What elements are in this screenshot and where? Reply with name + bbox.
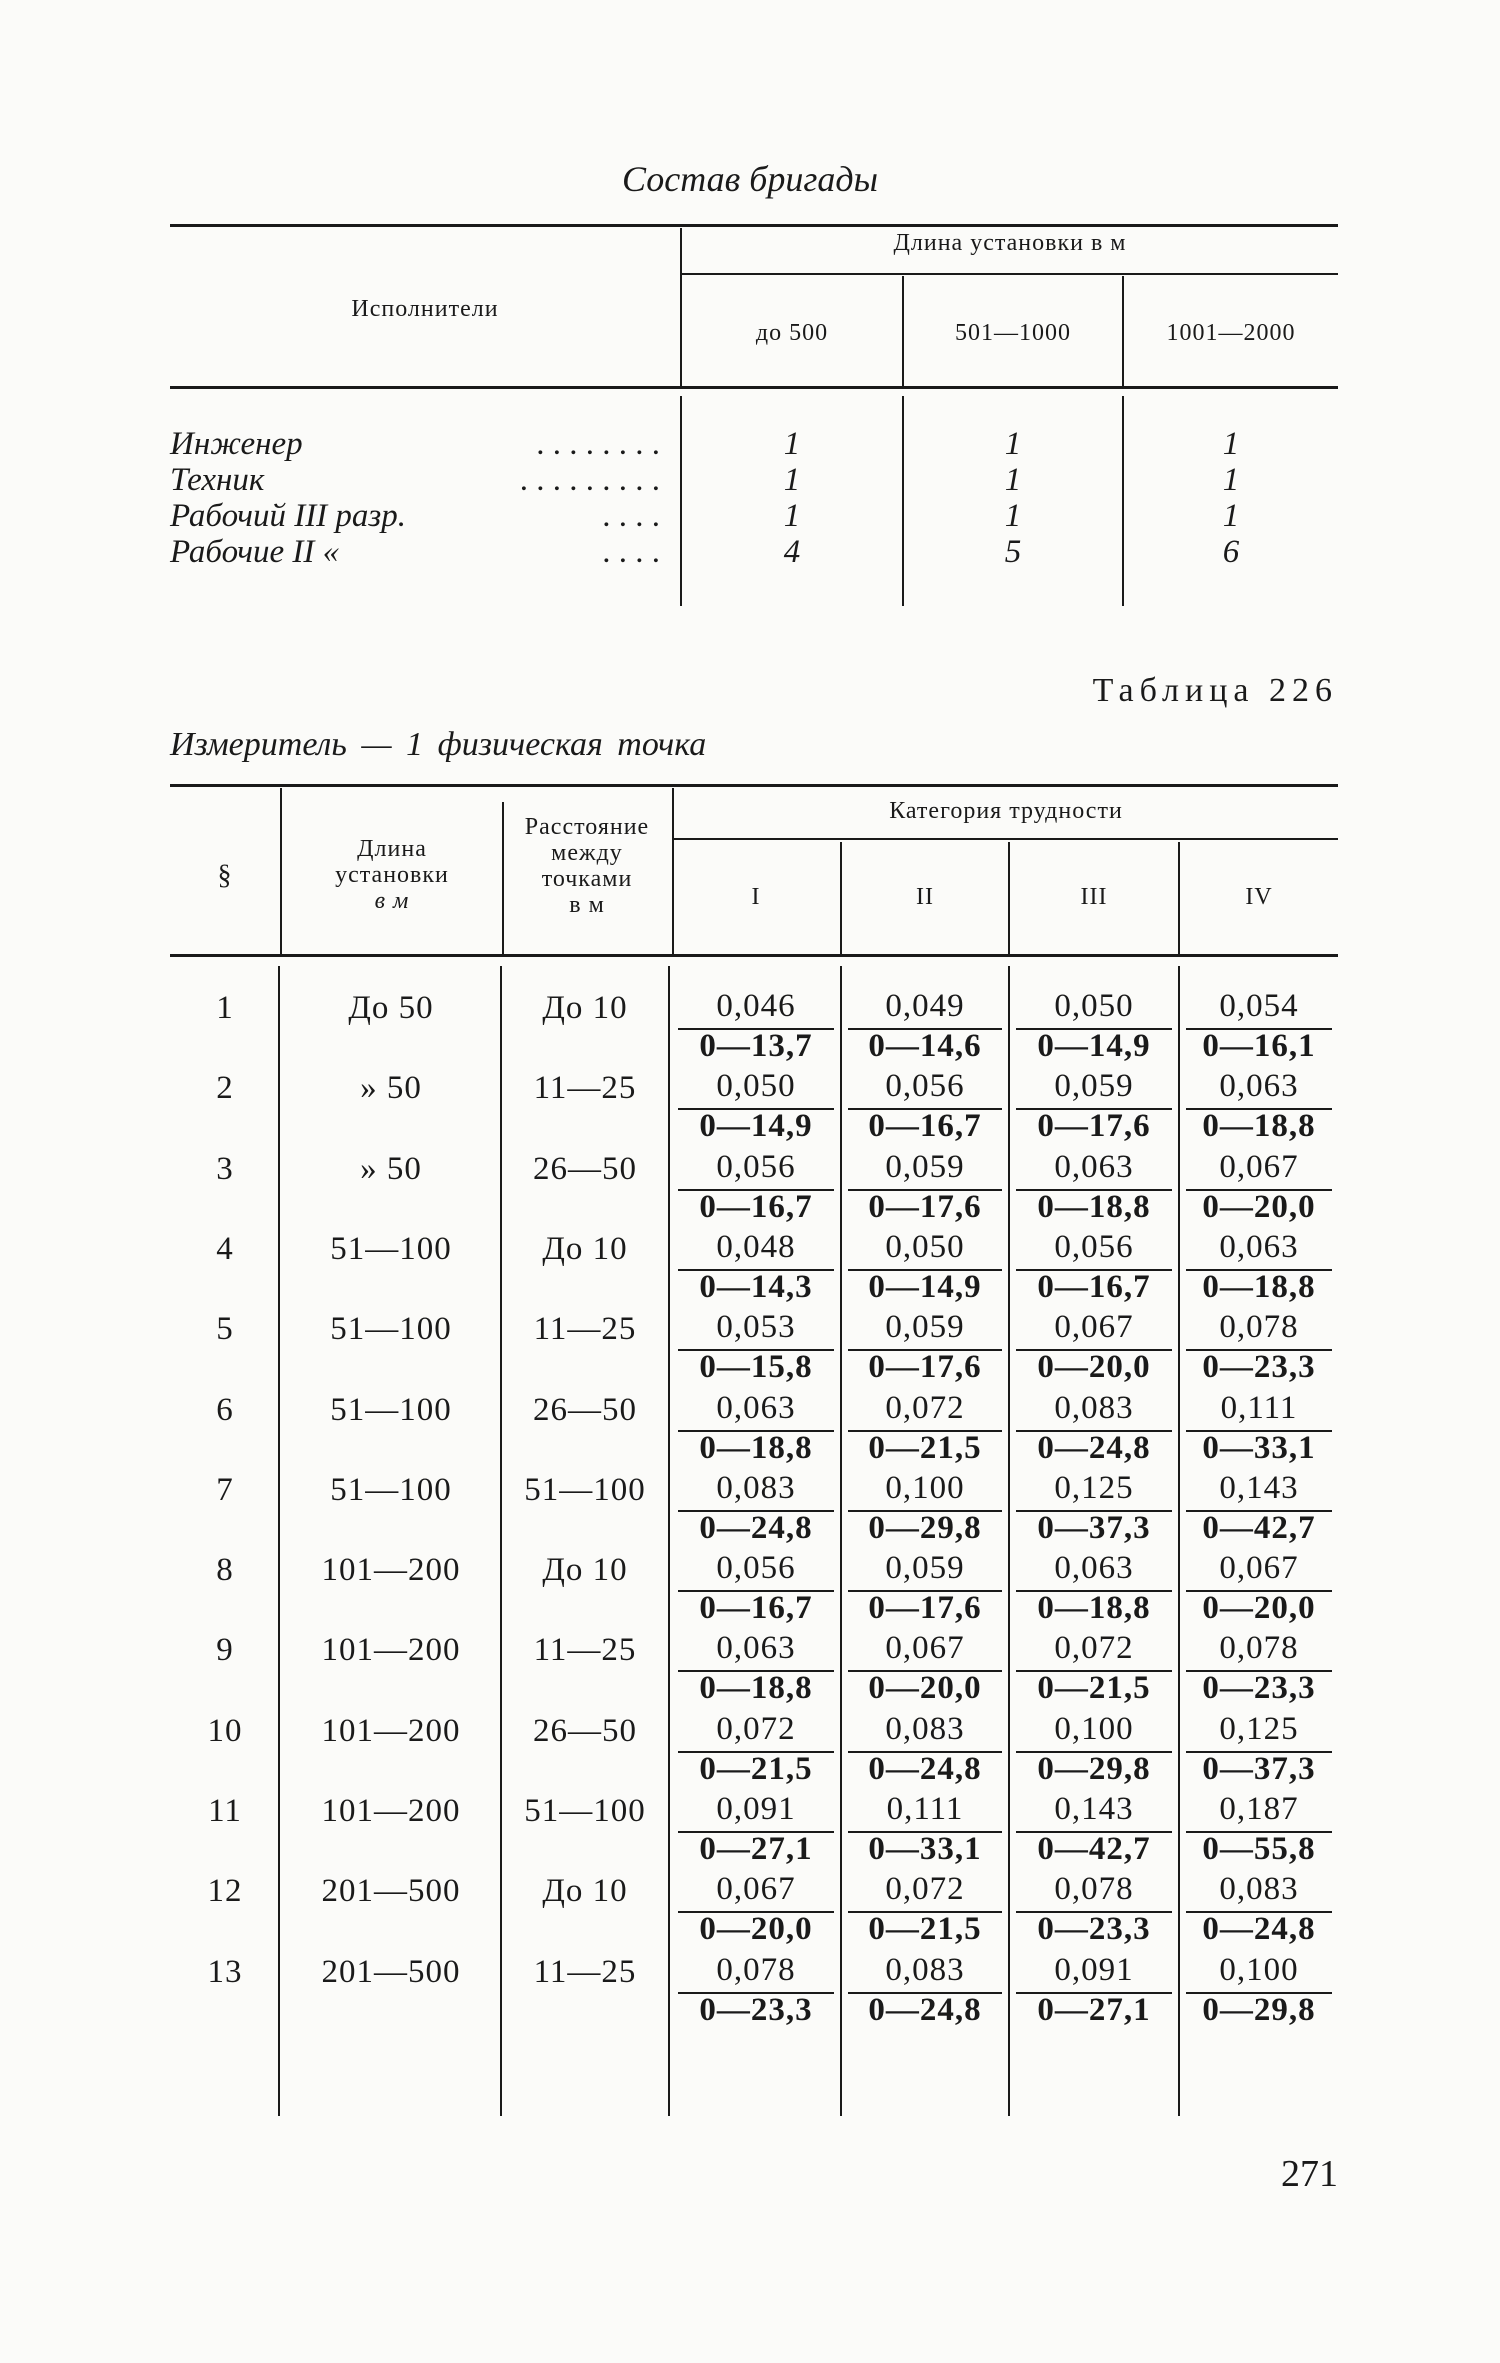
crew-top-rule <box>170 224 1338 227</box>
crew-header-performers: Исполнители <box>351 296 499 322</box>
t226-cell-time: 0—24,8 <box>868 1991 982 2028</box>
t226-cell-time: 0—14,6 <box>868 1028 982 1064</box>
crew-cell: 1 <box>1222 426 1240 462</box>
t226-cell-value: 0,067 <box>716 1871 796 1908</box>
t226-cell-value: 0,050 <box>885 1228 965 1265</box>
t226-cell-value: 0,046 <box>716 988 796 1024</box>
t226-cell-value: 0,059 <box>1054 1068 1134 1105</box>
t226-cell-time: 0—33,1 <box>1202 1429 1316 1466</box>
t226-cell-value: 0,063 <box>1219 1228 1299 1265</box>
t226-row-number: 3 <box>216 1150 234 1187</box>
t226-row-distance: 11—25 <box>533 1070 637 1107</box>
table-label: Таблица 226 <box>1092 672 1338 709</box>
t226-header-distance-line4: в м <box>569 892 605 918</box>
t226-cell-value: 0,143 <box>1054 1791 1134 1827</box>
t226-cell-value: 0,072 <box>885 1389 965 1426</box>
t226-cell-time: 0—21,5 <box>868 1911 982 1948</box>
t226-cell-time: 0—16,7 <box>699 1188 813 1225</box>
t226-cell-time: 0—33,1 <box>868 1831 982 1867</box>
t226-cell-value: 0,083 <box>716 1469 796 1506</box>
t226-cell-time: 0—18,8 <box>1037 1590 1151 1627</box>
t226-cell-time: 0—18,8 <box>1202 1108 1316 1145</box>
t226-cell-value: 0,063 <box>1054 1148 1134 1185</box>
t226-header-category: Категория трудности <box>889 798 1123 824</box>
t226-cell-value: 0,078 <box>1219 1309 1299 1346</box>
t226-cell-time: 0—20,0 <box>1202 1188 1316 1225</box>
crew-col-1: до 500 <box>755 320 829 346</box>
t226-cell-value: 0,100 <box>1219 1951 1299 1988</box>
t226-cell-time: 0—20,0 <box>1202 1590 1316 1627</box>
t226-top-rule <box>170 784 1338 787</box>
crew-row-role: Техник <box>170 462 265 498</box>
t226-row-distance: 11—25 <box>533 1632 637 1669</box>
t226-cell-time: 0—21,5 <box>868 1429 982 1466</box>
t226-cell-time: 0—20,0 <box>699 1911 813 1948</box>
t226-row-distance: До 10 <box>542 1873 628 1910</box>
t226-row-distance: До 10 <box>542 990 628 1026</box>
t226-row-length: 201—500 <box>321 1873 461 1910</box>
t226-cell-time: 0—15,8 <box>699 1349 813 1386</box>
t226-bvline-2 <box>500 966 502 2116</box>
t226-bvline-3 <box>668 966 670 2116</box>
t226-header-length <box>282 836 502 914</box>
t226-cell-time: 0—20,0 <box>868 1670 982 1707</box>
t226-header-length-line1: Длина <box>357 836 427 862</box>
t226-cell-time: 0—18,8 <box>699 1429 813 1466</box>
t226-cell-time: 0—37,3 <box>1202 1750 1316 1787</box>
t226-cell-time: 0—17,6 <box>1037 1108 1151 1145</box>
t226-row-distance: До 10 <box>542 1552 628 1589</box>
t226-cell-value: 0,083 <box>1219 1871 1299 1908</box>
t226-cell-value: 0,125 <box>1054 1469 1134 1506</box>
t226-cell-time: 0—14,3 <box>699 1268 813 1305</box>
t226-header-bottom-rule <box>170 954 1338 957</box>
t226-cell-time: 0—42,7 <box>1202 1509 1316 1546</box>
t226-cell-value: 0,100 <box>885 1469 965 1506</box>
crew-col-2: 501—1000 <box>955 320 1071 346</box>
t226-cell-time: 0—18,8 <box>1037 1188 1151 1225</box>
t226-row-distance: 11—25 <box>533 1953 637 1990</box>
t226-header-length-line2: установки <box>335 862 449 888</box>
t226-row-number: 7 <box>216 1471 234 1508</box>
t226-cell-value: 0,063 <box>1054 1550 1134 1587</box>
t226-cell-value: 0,078 <box>1054 1871 1134 1908</box>
t226-row-number: 1 <box>216 990 234 1026</box>
t226-cell-value: 0,111 <box>1220 1389 1298 1426</box>
t226-cell-value: 0,083 <box>885 1710 965 1747</box>
t226-cell-time: 0—37,3 <box>1037 1509 1151 1546</box>
t226-cell-time: 0—16,7 <box>868 1108 982 1145</box>
t226-cell-value: 0,083 <box>1054 1389 1134 1426</box>
t226-cell-value: 0,049 <box>885 988 965 1024</box>
t226-row-distance: 26—50 <box>533 1150 637 1187</box>
t226-header-section: § <box>217 860 233 891</box>
crew-cell: 5 <box>1004 534 1022 570</box>
crew-row-role: Рабочий III разр. <box>170 498 407 534</box>
crew-header-length: Длина установки в м <box>893 230 1127 256</box>
t226-row-length: 101—200 <box>321 1793 461 1829</box>
t226-row-number: 5 <box>216 1311 234 1348</box>
t226-cat-rule <box>672 838 1338 840</box>
t226-cell-value: 0,063 <box>716 1389 796 1426</box>
t226-cell-time: 0—24,8 <box>868 1750 982 1787</box>
page-number: 271 <box>1281 2153 1338 2195</box>
t226-row-length: 51—100 <box>330 1471 452 1508</box>
t226-cell-value: 0,072 <box>885 1871 965 1908</box>
t226-cell-value: 0,063 <box>1219 1068 1299 1105</box>
t226-cell-time: 0—29,8 <box>868 1509 982 1546</box>
t226-row-number: 10 <box>207 1712 243 1749</box>
t226-row-length: » 50 <box>360 1150 422 1187</box>
t226-row-length: 101—200 <box>321 1632 461 1669</box>
t226-row-number: 13 <box>207 1953 243 1990</box>
crew-row-role: Инженер <box>170 426 303 462</box>
t226-cell-time: 0—24,8 <box>1202 1911 1316 1948</box>
t226-cell-time: 0—23,3 <box>1037 1911 1151 1948</box>
t226-header-distance-line3: точками <box>541 866 633 892</box>
t226-cell-time: 0—14,9 <box>1037 1028 1151 1064</box>
t226-cell-time: 0—16,7 <box>699 1590 813 1627</box>
t226-cell-value: 0,067 <box>1054 1309 1134 1346</box>
t226-cell-time: 0—55,8 <box>1202 1831 1316 1867</box>
t226-cell-time: 0—23,3 <box>1202 1349 1316 1386</box>
t226-cell-time: 0—24,8 <box>1037 1429 1151 1466</box>
t226-row-number: 6 <box>216 1391 234 1428</box>
t226-row-number: 9 <box>216 1632 234 1669</box>
crew-cell: 1 <box>1222 462 1240 498</box>
t226-cat-2: II <box>916 884 934 910</box>
t226-cell-value: 0,111 <box>886 1791 964 1827</box>
t226-row-distance: До 10 <box>542 1230 628 1267</box>
table-meter: Измеритель — 1 физическая точка <box>170 726 707 763</box>
t226-cell-time: 0—18,8 <box>1202 1268 1316 1305</box>
t226-cell-value: 0,100 <box>1054 1710 1134 1747</box>
t226-cell-time: 0—17,6 <box>868 1188 982 1225</box>
t226-cat-1: I <box>751 884 761 910</box>
t226-cell-time: 0—21,5 <box>699 1750 813 1787</box>
t226-cell-value: 0,063 <box>716 1630 796 1667</box>
t226-cell-value: 0,091 <box>716 1791 796 1827</box>
t226-cell-value: 0,067 <box>885 1630 965 1667</box>
t226-cell-time: 0—23,3 <box>699 1991 813 2028</box>
crew-cell: 1 <box>1004 462 1022 498</box>
t226-row-length: 51—100 <box>330 1230 452 1267</box>
t226-cell-value: 0,059 <box>885 1550 965 1587</box>
t226-row-distance: 51—100 <box>524 1793 646 1829</box>
t226-cell-value: 0,056 <box>1054 1228 1134 1265</box>
t226-row-length: 51—100 <box>330 1391 452 1428</box>
t226-cell-time: 0—14,9 <box>699 1108 813 1145</box>
crew-cell: 1 <box>783 498 801 534</box>
t226-cell-value: 0,078 <box>716 1951 796 1988</box>
crew-col-3: 1001—2000 <box>1166 320 1296 346</box>
t226-cell-value: 0,078 <box>1219 1630 1299 1667</box>
crew-row-leader-dots: . . . . . . . . . <box>519 462 660 498</box>
t226-cell-time: 0—42,7 <box>1037 1831 1151 1867</box>
t226-row-distance: 26—50 <box>533 1712 637 1749</box>
t226-cell-value: 0,054 <box>1219 988 1299 1024</box>
t226-cell-value: 0,067 <box>1219 1550 1299 1587</box>
t226-cell-value: 0,125 <box>1219 1710 1299 1747</box>
t226-row-distance: 26—50 <box>533 1391 637 1428</box>
t226-cell-time: 0—18,8 <box>699 1670 813 1707</box>
t226-row-distance: 11—25 <box>533 1311 637 1348</box>
t226-header-distance-line2: между <box>551 840 623 866</box>
t226-cell-value: 0,059 <box>885 1148 965 1185</box>
t226-row-length: » 50 <box>360 1070 422 1107</box>
t226-row-distance: 51—100 <box>524 1471 646 1508</box>
t226-row-length: 201—500 <box>321 1953 461 1990</box>
crew-row-leader-dots: . . . . <box>602 498 660 534</box>
crew-subhead-rule <box>680 273 1338 275</box>
t226-header-length-line3: в м <box>374 888 410 914</box>
t226-cell-time: 0—24,8 <box>699 1509 813 1546</box>
t226-cell-value: 0,072 <box>1054 1630 1134 1667</box>
crew-row-leader-dots: . . . . <box>602 534 660 570</box>
crew-cell: 6 <box>1222 534 1240 570</box>
t226-cell-value: 0,067 <box>1219 1148 1299 1185</box>
t226-cell-time: 0—23,3 <box>1202 1670 1316 1707</box>
crew-cell: 4 <box>783 534 801 570</box>
t226-cell-time: 0—29,8 <box>1037 1750 1151 1787</box>
t226-cell-value: 0,072 <box>716 1710 796 1747</box>
t226-row-length: 51—100 <box>330 1311 452 1348</box>
t226-row-length: 101—200 <box>321 1552 461 1589</box>
t226-bvline-1 <box>278 966 280 2116</box>
t226-cell-time: 0—20,0 <box>1037 1349 1151 1386</box>
t226-cell-value: 0,056 <box>716 1550 796 1587</box>
t226-cell-time: 0—16,1 <box>1202 1028 1316 1064</box>
t226-cell-time: 0—17,6 <box>868 1349 982 1386</box>
t226-row-number: 4 <box>216 1230 234 1267</box>
t226-cat-3: III <box>1080 884 1108 910</box>
crew-row-leader-dots: . . . . . . . . <box>536 426 660 462</box>
t226-cell-time: 0—13,7 <box>699 1028 813 1064</box>
t226-row-number: 2 <box>216 1070 234 1107</box>
t226-cat-4: IV <box>1245 884 1273 910</box>
t226-row-number: 12 <box>207 1873 243 1910</box>
t226-cell-value: 0,056 <box>716 1148 796 1185</box>
crew-cell: 1 <box>1222 498 1240 534</box>
t226-cell-time: 0—16,7 <box>1037 1268 1151 1305</box>
crew-row-role: Рабочие II « <box>170 534 340 570</box>
t226-header-distance <box>502 814 672 918</box>
t226-cell-time: 0—27,1 <box>1037 1991 1151 2028</box>
t226-cell-time: 0—21,5 <box>1037 1670 1151 1707</box>
t226-cell-value: 0,053 <box>716 1309 796 1346</box>
t226-cell-value: 0,143 <box>1219 1469 1299 1506</box>
t226-cell-value: 0,059 <box>885 1309 965 1346</box>
t226-row-length: До 50 <box>348 990 434 1026</box>
t226-cell-time: 0—29,8 <box>1202 1991 1316 2028</box>
t226-cell-value: 0,187 <box>1219 1791 1299 1827</box>
crew-cell: 1 <box>1004 426 1022 462</box>
t226-cell-time: 0—17,6 <box>868 1590 982 1627</box>
crew-header-bottom-rule <box>170 386 1338 389</box>
t226-row-number: 8 <box>216 1552 234 1589</box>
t226-cell-value: 0,083 <box>885 1951 965 1988</box>
t226-cell-value: 0,056 <box>885 1068 965 1105</box>
crew-cell: 1 <box>783 462 801 498</box>
t226-cell-time: 0—27,1 <box>699 1831 813 1867</box>
t226-cell-value: 0,048 <box>716 1228 796 1265</box>
crew-table-title: Состав бригады <box>621 159 879 199</box>
t226-cell-value: 0,050 <box>716 1068 796 1105</box>
t226-cell-value: 0,050 <box>1054 988 1134 1024</box>
t226-row-number: 11 <box>208 1793 242 1829</box>
crew-cell: 1 <box>1004 498 1022 534</box>
t226-row-length: 101—200 <box>321 1712 461 1749</box>
t226-cell-value: 0,091 <box>1054 1951 1134 1988</box>
t226-header-distance-line1: Расстояние <box>524 814 650 840</box>
t226-cell-time: 0—14,9 <box>868 1268 982 1305</box>
crew-cell: 1 <box>783 426 801 462</box>
